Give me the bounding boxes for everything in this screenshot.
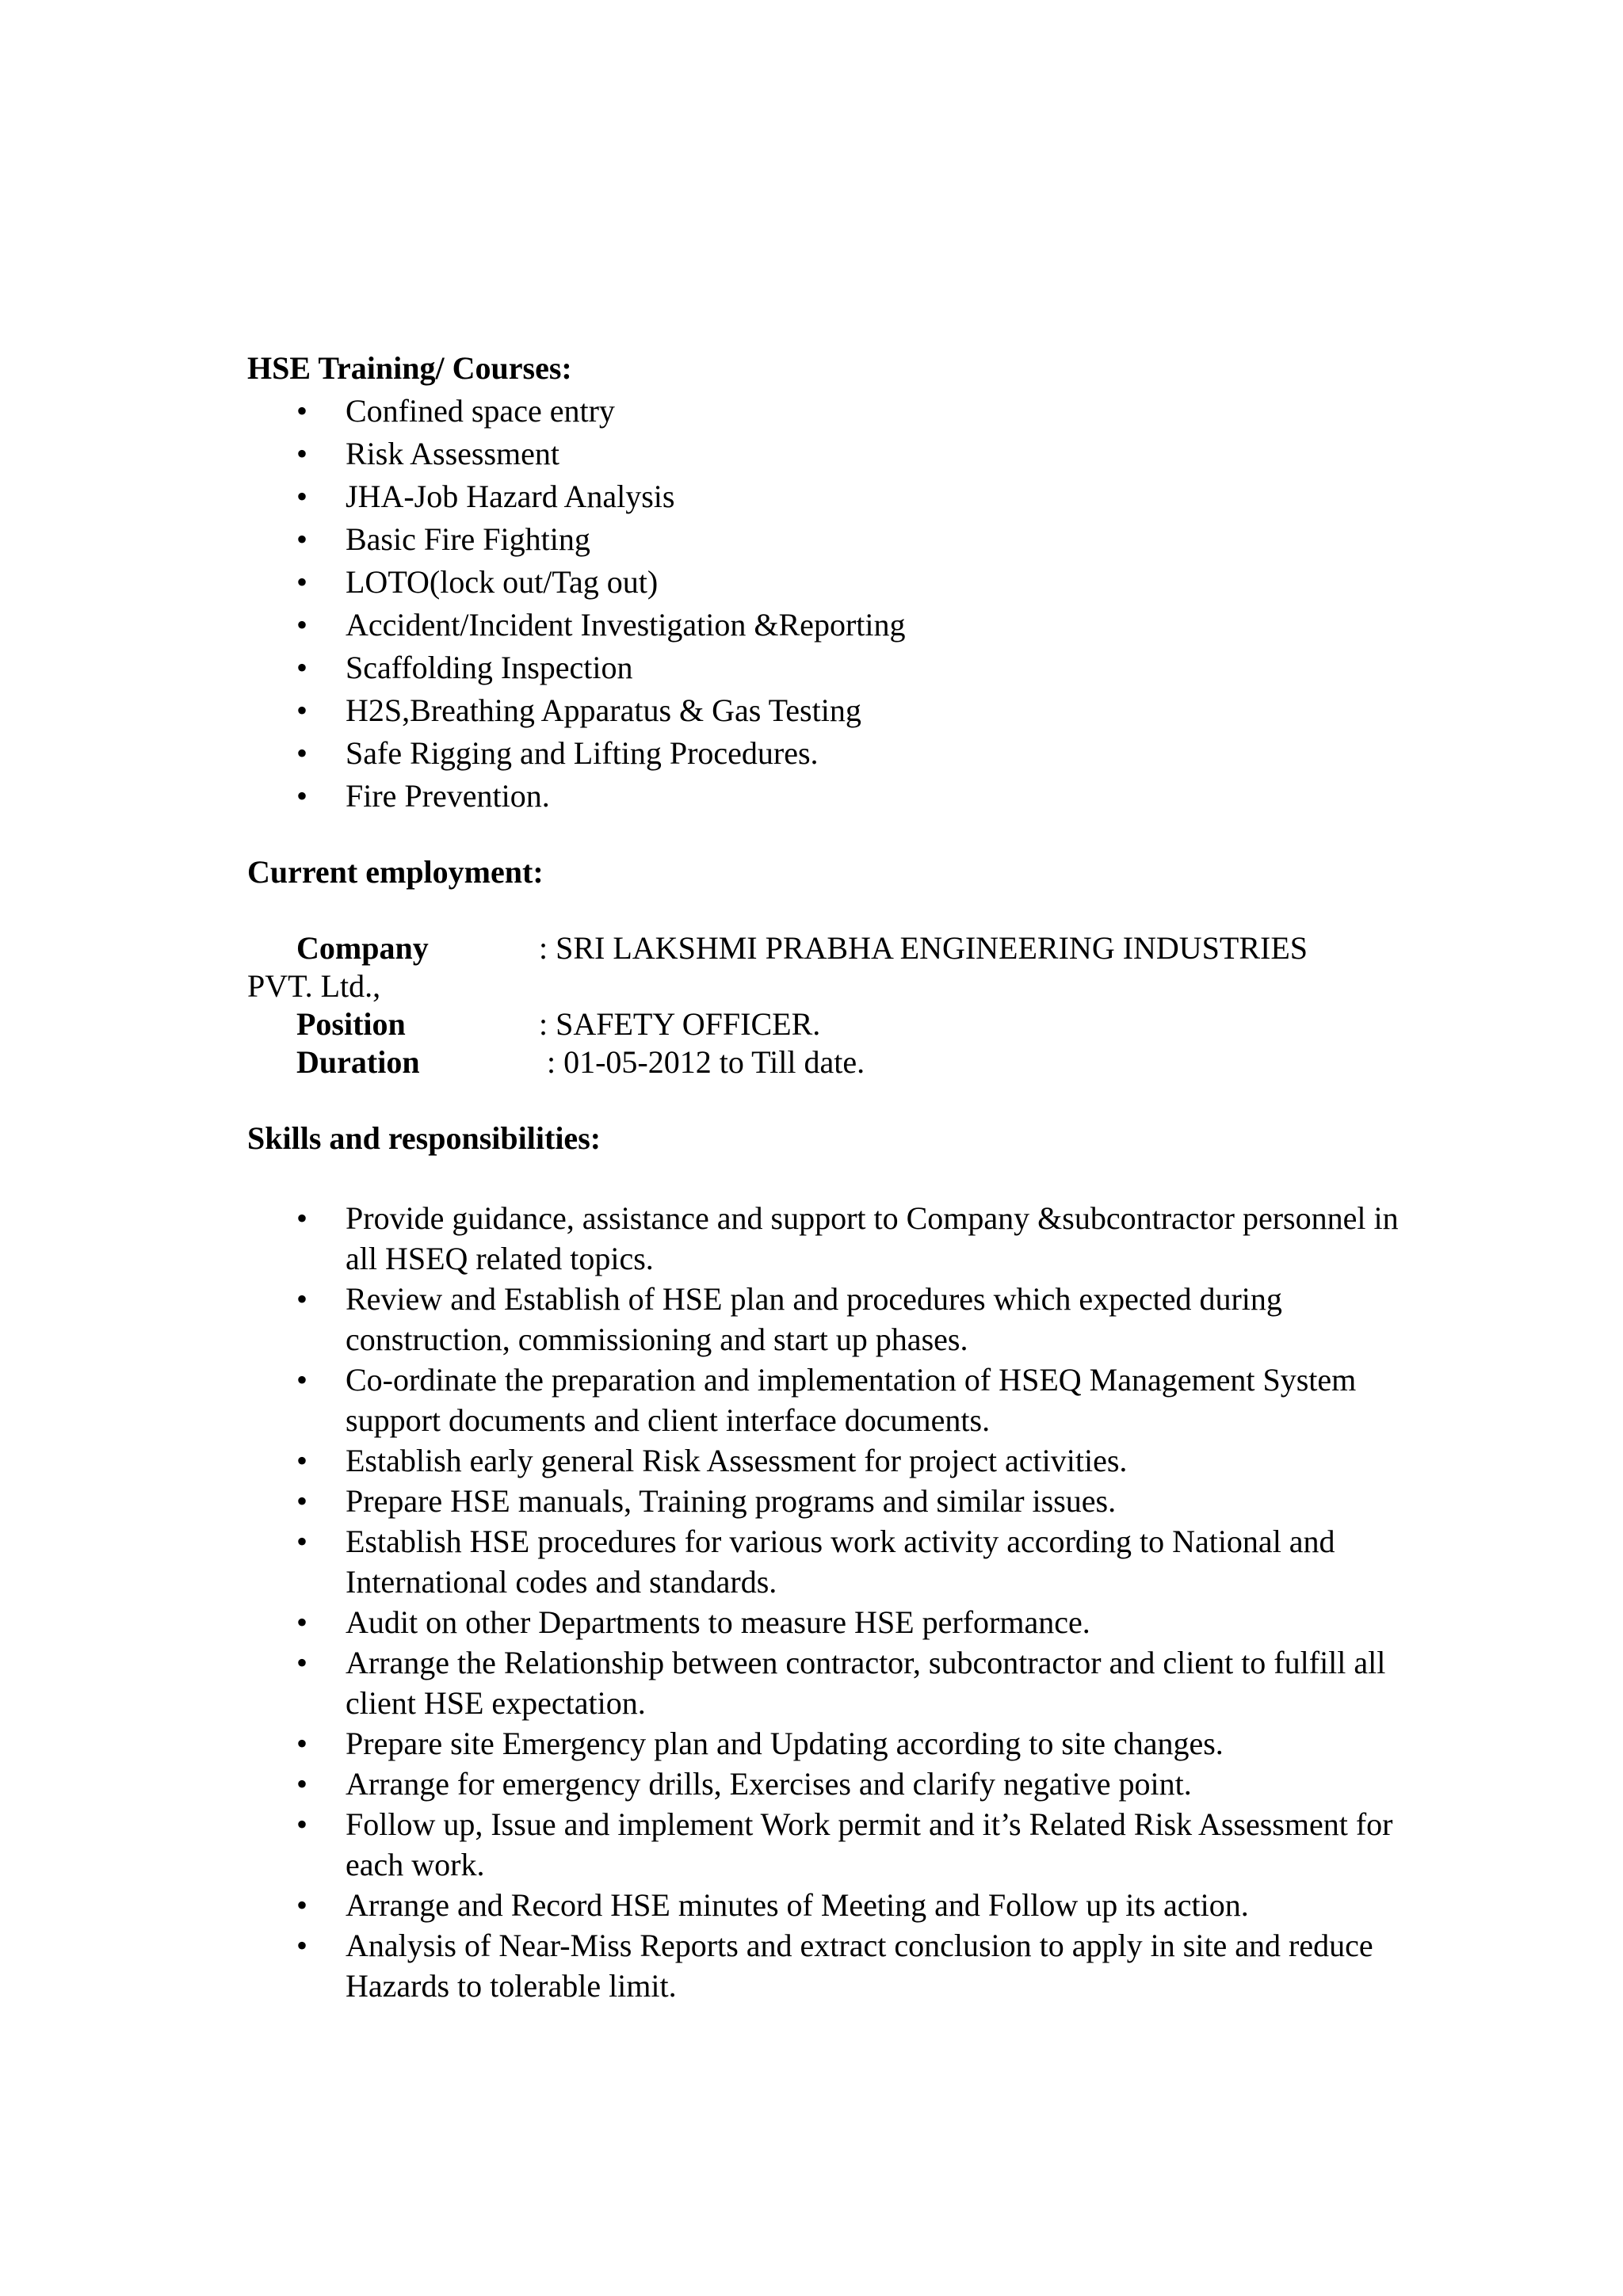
bullet-icon: • bbox=[296, 1604, 308, 1640]
bullet-icon: • bbox=[296, 1645, 308, 1680]
training-item: Scaffolding Inspection bbox=[346, 650, 633, 685]
skill-item: Co-ordinate the preparation and implementation of HSEQ Management System support documents and client interface documents. bbox=[346, 1362, 1357, 1438]
employment-heading: Current employment: bbox=[247, 854, 544, 890]
training-list bbox=[247, 390, 1436, 818]
bullet-icon: • bbox=[296, 1281, 308, 1317]
position-row bbox=[247, 1003, 1594, 1046]
duration-value: : 01-05-2012 to Till date. bbox=[547, 1044, 865, 1080]
bullet-icon: • bbox=[296, 778, 308, 814]
list-item bbox=[247, 1885, 1404, 1925]
duration-row bbox=[247, 1041, 1594, 1084]
training-item: Accident/Incident Investigation &Reporting bbox=[346, 607, 906, 643]
position-value: : SAFETY OFFICER. bbox=[539, 1006, 821, 1042]
skill-item: Establish HSE procedures for various work activity according to National and International codes and standards. bbox=[346, 1524, 1335, 1600]
bullet-icon: • bbox=[296, 1806, 308, 1842]
list-item bbox=[247, 1440, 1404, 1481]
bullet-icon: • bbox=[296, 1766, 308, 1802]
training-heading: HSE Training/ Courses: bbox=[247, 350, 572, 386]
list-item bbox=[247, 775, 1436, 818]
bullet-icon: • bbox=[296, 1483, 308, 1519]
list-item bbox=[247, 1198, 1404, 1279]
bullet-icon: • bbox=[296, 1524, 308, 1559]
bullet-icon: • bbox=[296, 1726, 308, 1761]
skill-item: Establish early general Risk Assessment for project activities. bbox=[346, 1443, 1128, 1478]
bullet-icon: • bbox=[296, 1200, 308, 1236]
list-item bbox=[247, 518, 1436, 561]
list-item bbox=[247, 646, 1436, 689]
company-continuation-row bbox=[247, 965, 1594, 1008]
company-label: Company bbox=[296, 930, 429, 966]
skills-heading: Skills and responsibilities: bbox=[247, 1120, 601, 1156]
list-item bbox=[247, 1642, 1404, 1723]
bullet-icon: • bbox=[296, 692, 308, 728]
bullet-icon: • bbox=[296, 1887, 308, 1923]
training-item: Basic Fire Fighting bbox=[346, 521, 590, 557]
skill-item: Audit on other Departments to measure HSE performance. bbox=[346, 1604, 1090, 1640]
skills-list bbox=[247, 1198, 1404, 2006]
training-item: Confined space entry bbox=[346, 393, 615, 429]
list-item bbox=[247, 1804, 1404, 1885]
bullet-icon: • bbox=[296, 650, 308, 685]
list-item bbox=[247, 561, 1436, 604]
bullet-icon: • bbox=[296, 436, 308, 471]
skill-item: Arrange the Relationship between contractor, subcontractor and client to fulfill all client HSE expectation. bbox=[346, 1645, 1386, 1721]
bullet-icon: • bbox=[296, 735, 308, 771]
bullet-icon: • bbox=[296, 479, 308, 514]
skill-item: Arrange for emergency drills, Exercises and clarify negative point. bbox=[346, 1766, 1192, 1802]
bullet-icon: • bbox=[296, 607, 308, 643]
list-item bbox=[247, 604, 1436, 646]
training-item: H2S,Breathing Apparatus & Gas Testing bbox=[346, 692, 861, 728]
training-item: Fire Prevention. bbox=[346, 778, 550, 814]
list-item bbox=[247, 732, 1436, 775]
training-item: Safe Rigging and Lifting Procedures. bbox=[346, 735, 819, 771]
list-item bbox=[247, 1723, 1404, 1764]
skill-item: Prepare site Emergency plan and Updating according to site changes. bbox=[346, 1726, 1224, 1761]
company-row bbox=[247, 927, 1594, 970]
training-item: LOTO(lock out/Tag out) bbox=[346, 564, 659, 600]
list-item bbox=[247, 1360, 1404, 1440]
list-item bbox=[247, 1279, 1404, 1360]
skill-item: Follow up, Issue and implement Work permit and it’s Related Risk Assessment for each work. bbox=[346, 1806, 1393, 1882]
bullet-icon: • bbox=[296, 564, 308, 600]
list-item bbox=[247, 390, 1436, 433]
bullet-icon: • bbox=[296, 393, 308, 429]
list-item bbox=[247, 433, 1436, 475]
bullet-icon: • bbox=[296, 1928, 308, 1963]
skill-item: Arrange and Record HSE minutes of Meeting and Follow up its action. bbox=[346, 1887, 1249, 1923]
list-item bbox=[247, 689, 1436, 732]
skill-item: Prepare HSE manuals, Training programs and similar issues. bbox=[346, 1483, 1117, 1519]
bullet-icon: • bbox=[296, 1362, 308, 1398]
list-item bbox=[247, 1481, 1404, 1521]
company-value-continuation: PVT. Ltd., bbox=[247, 968, 381, 1004]
duration-label: Duration bbox=[296, 1044, 420, 1080]
list-item bbox=[247, 1521, 1404, 1602]
bullet-icon: • bbox=[296, 521, 308, 557]
list-item bbox=[247, 475, 1436, 518]
training-item: JHA-Job Hazard Analysis bbox=[346, 479, 675, 514]
position-label: Position bbox=[296, 1006, 406, 1042]
list-item bbox=[247, 1925, 1404, 2006]
company-value: : SRI LAKSHMI PRABHA ENGINEERING INDUSTRIES bbox=[539, 930, 1308, 966]
list-item bbox=[247, 1602, 1404, 1642]
bullet-icon: • bbox=[296, 1443, 308, 1478]
list-item bbox=[247, 1764, 1404, 1804]
training-item: Risk Assessment bbox=[346, 436, 560, 471]
skill-item: Analysis of Near-Miss Reports and extract conclusion to apply in site and reduce Hazards to tolerable limit. bbox=[346, 1928, 1373, 2004]
skill-item: Provide guidance, assistance and support to Company &subcontractor personnel in all HSEQ related topics. bbox=[346, 1200, 1399, 1276]
skill-item: Review and Establish of HSE plan and procedures which expected during construction, commissioning and start up phases. bbox=[346, 1281, 1282, 1357]
